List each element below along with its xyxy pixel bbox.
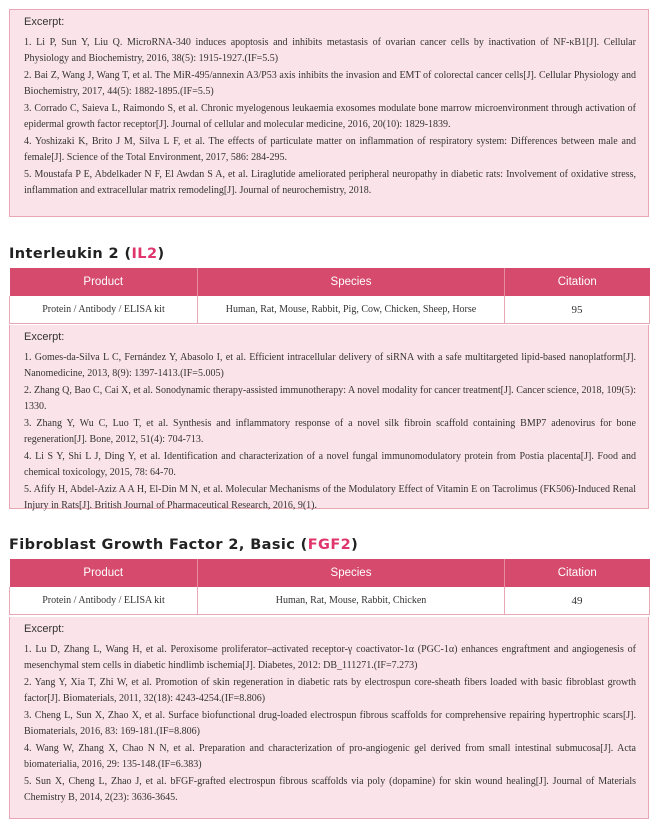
excerpt-label: Excerpt:: [24, 16, 65, 28]
citation-cell: 95: [505, 296, 650, 324]
reference-item: 1. Lu D, Zhang L, Wang H, et al. Peroxisome proliferator–activated receptor-γ coactivator-1α (PGC-1α) enhances engraftment and angiogenesis of mesenchymal stem cells in diabetic hindlimb ischemia[J]. Diabetes, 2012: DB_111271.(IF=7.273): [24, 644, 636, 671]
reference-item: 4. Li S Y, Shi L J, Ding Y, et al. Identification and characterization of a novel fungal immunomodulatory protein from Postia placenta[J]. Food and chemical toxicology, 2015, 78: 64-70.: [24, 451, 636, 478]
section-title-abbr: FGF2: [307, 537, 352, 553]
section-title-close: ): [351, 537, 359, 553]
table-row: [10, 296, 650, 324]
section-title-abbr: IL2: [131, 246, 158, 262]
section-title-name: Fibroblast Growth Factor 2, Basic (: [9, 537, 308, 553]
species-cell: Human, Rat, Mouse, Rabbit, Pig, Cow, Chicken, Sheep, Horse: [198, 296, 505, 324]
reference-item: 5. Afify H, Abdel-Aziz A A H, El-Din M N, et al. Molecular Mechanisms of the Modulatory Effect of Vitamin E on Tacrolimus (FK506)-Induced Renal Injury in Rats[J]. British Journal of Pharmaceutical Research, 2016, 9(1).: [24, 484, 636, 511]
reference-item: 5. Sun X, Cheng L, Zhao J, et al. bFGF-grafted electrospun fibrous scaffolds via poly (dopamine) for skin wound healing[J]. Journal of Materials Chemistry B, 2014, 2(23): 3636-3645.: [24, 776, 636, 803]
table-row: [10, 587, 650, 615]
reference-item: 4. Wang W, Zhang X, Chao N N, et al. Preparation and characterization of pro-angiogenic gel derived from small intestinal submucosa[J]. Acta biomaterialia, 2016, 29: 135-148.(IF=6.383): [24, 743, 636, 770]
reference-item: 1. Gomes-da-Silva L C, Fernández Y, Abasolo I, et al. Efficient intracellular delivery of siRNA with a safe multitargeted lipid-based nanoplatform[J]. Nanomedicine, 2013, 8(9): 1397-1413.(IF=5.005): [24, 352, 636, 379]
header-citation: Citation: [505, 559, 650, 587]
table-header-row: [10, 268, 650, 296]
section-title-close: ): [157, 246, 165, 262]
header-product: Product: [10, 268, 198, 296]
species-cell: Human, Rat, Mouse, Rabbit, Chicken: [198, 587, 505, 615]
section-title-name: Interleukin 2 (: [9, 246, 132, 262]
reference-item: 5. Moustafa P E, Abdelkader N F, El Awdan S A, et al. Liraglutide ameliorated peripheral neuropathy in diabetic rats: Involvement of oxidative stress, inflammation and extracellular matrix remodeling[J]. Journal of neurochemistry, 2018.: [24, 169, 636, 196]
product-cell: Protein / Antibody / ELISA kit: [10, 587, 198, 615]
excerpt-box: [9, 617, 649, 819]
header-species: Species: [198, 559, 505, 587]
citation-cell: 49: [505, 587, 650, 615]
excerpt-box: [9, 325, 649, 509]
excerpt-label: Excerpt:: [24, 331, 65, 343]
header-species: Species: [198, 268, 505, 296]
product-table: [9, 268, 650, 324]
reference-item: 2. Zhang Q, Bao C, Cai X, et al. Sonodynamic therapy-assisted immunotherapy: A novel modality for cancer treatment[J]. Cancer science, 2018, 109(5): 1330.: [24, 385, 636, 412]
reference-item: 1. Li P, Sun Y, Liu Q. MicroRNA-340 induces apoptosis and inhibits metastasis of ovarian cancer cells by inactivation of NF-κB1[J]. Cellular Physiology and Biochemistry, 2016, 38(5): 1915-1927.(IF=5.5): [24, 37, 636, 64]
reference-item: 3. Cheng L, Sun X, Zhao X, et al. Surface biofunctional drug-loaded electrospun fibrous scaffolds for comprehensive repairing hypertrophic scars[J]. Biomaterials, 2016, 83: 169-181.(IF=8.806): [24, 710, 636, 737]
excerpt-label: Excerpt:: [24, 623, 65, 635]
reference-item: 4. Yoshizaki K, Brito J M, Silva L F, et al. The effects of particulate matter on inflammation of respiratory system: Differences between male and female[J]. Science of the Total Environment, 2017, 586: 284-295.: [24, 136, 636, 163]
section-title: [9, 537, 358, 553]
product-cell: Protein / Antibody / ELISA kit: [10, 296, 198, 324]
reference-item: 3. Zhang Y, Wu C, Luo T, et al. Synthesis and inflammatory response of a novel silk fibroin scaffold containing BMP7 adenovirus for bone regeneration[J]. Bone, 2012, 51(4): 704-713.: [24, 418, 636, 445]
reference-item: 3. Corrado C, Saieva L, Raimondo S, et al. Chronic myelogenous leukaemia exosomes modulate bone marrow microenvironment through activation of epidermal growth factor receptor[J]. Journal of cellular and molecular medicine, 2016, 20(10): 1829-1839.: [24, 103, 636, 130]
section-title: [9, 246, 164, 262]
reference-item: 2. Yang Y, Xia T, Zhi W, et al. Promotion of skin regeneration in diabetic rats by electrospun core-sheath fibers loaded with basic fibroblast growth factor[J]. Biomaterials, 2011, 32(18): 4243-4254.(IF=8.806): [24, 677, 636, 704]
product-table: [9, 559, 650, 615]
excerpt-box: [9, 9, 649, 217]
reference-item: 2. Bai Z, Wang J, Wang T, et al. The MiR-495/annexin A3/P53 axis inhibits the invasion and EMT of colorectal cancer cells[J]. Cellular Physiology and Biochemistry, 2017, 44(5): 1882-1895.(IF=5.5): [24, 70, 636, 97]
header-citation: Citation: [505, 268, 650, 296]
header-product: Product: [10, 559, 198, 587]
table-header-row: [10, 559, 650, 587]
